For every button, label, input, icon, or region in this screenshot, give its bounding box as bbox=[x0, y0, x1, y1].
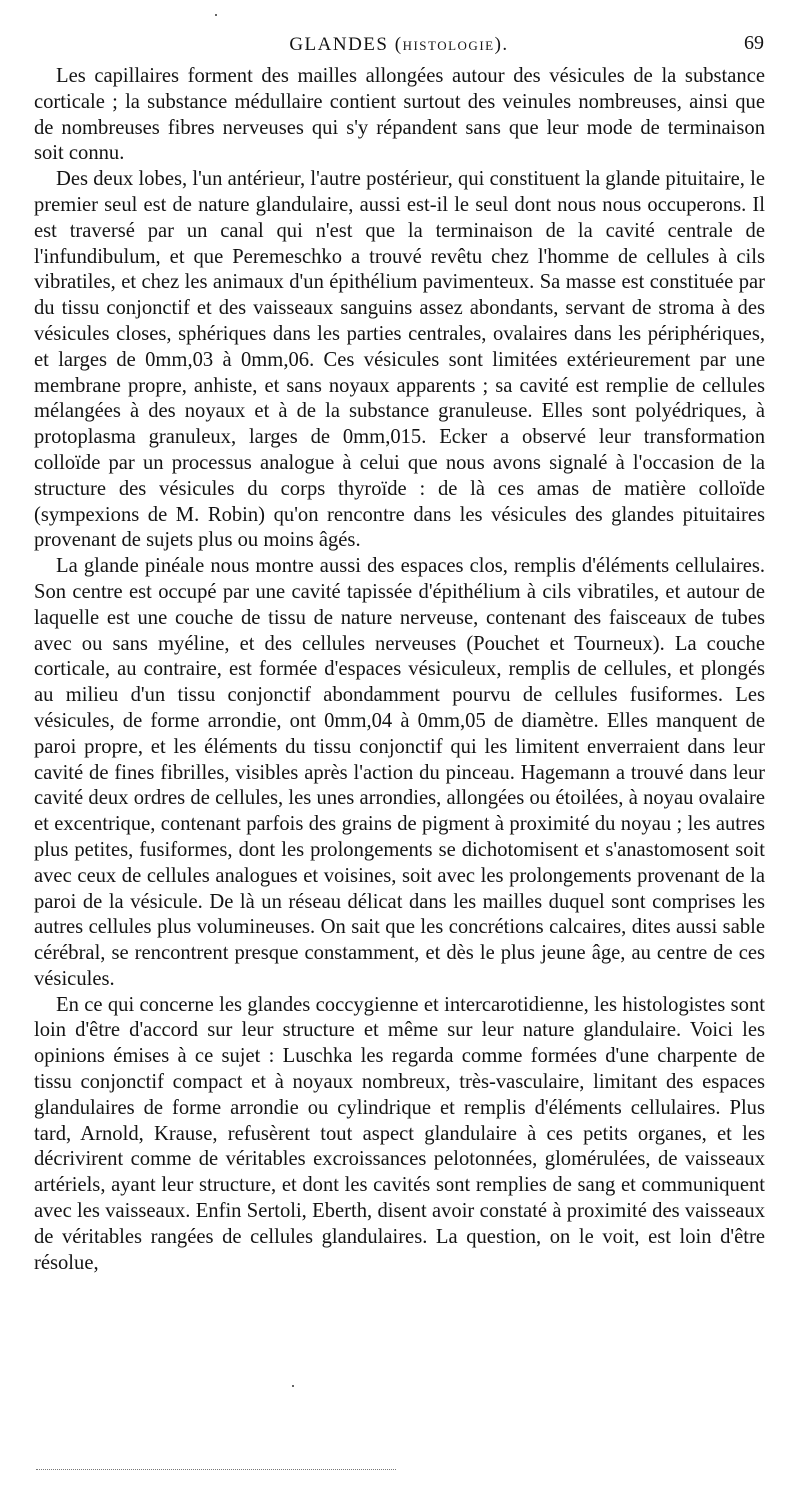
title-open: ( bbox=[388, 34, 403, 55]
print-speck bbox=[292, 1385, 294, 1387]
page-number: 69 bbox=[744, 32, 764, 54]
print-speck bbox=[215, 14, 217, 16]
title-main: GLANDES bbox=[289, 34, 389, 55]
title-close: ). bbox=[494, 34, 509, 55]
running-title bbox=[34, 34, 764, 56]
footer-dotted-rule bbox=[36, 1469, 396, 1470]
running-header bbox=[34, 30, 764, 58]
paragraph-glandes-coccygienne: En ce qui concerne les glandes coccygienne et intercarotidienne, les histologistes sont loin d'être d'accord sur leur structure et même sur leur nature glandulaire. Voici les opinions émises à ce sujet : Luschka les regarda comme formées d'une charpente de tissu conjonctif compact et à noyaux nombreux, très-vasculaire, limitant des espaces glandulaires de forme arrondie ou cylindrique et remplis d'éléments cellulaires. Plus tard, Arnold, Krause, refusèrent tout aspect glandulaire à ces petits organes, et les décrivirent comme de véritables excroissances pelotonnées, glomérulées, de vaisseaux artériels, ayant leur structure, et dont les cavités sont remplies de sang et communiquent avec les vaisseaux. Enfin Sertoli, Eberth, disent avoir constaté à proximité des vaisseaux de véritables rangées de cellules glandulaires. La question, on le voit, est loin d'être résolue, bbox=[34, 993, 765, 1274]
paragraph-capillaires: Les capillaires forment des mailles allongées autour des vésicules de la substance corticale ; la substance médullaire contient surtout des veinules nombreuses, ainsi que de nombreuses fibres nerveuses qui s'y répandent sans que leur mode de terminaison soit connu. bbox=[34, 65, 765, 165]
title-sub: HISTOLOGIE bbox=[402, 38, 495, 53]
body-text bbox=[34, 64, 765, 1276]
paragraph-glande-pituitaire: Des deux lobes, l'un antérieur, l'autre postérieur, qui constituent la glande pituitaire, le premier seul est de nature glandulaire, aussi est-il le seul dont nous nous occuperons. Il est traversé par un canal qui n'est que la terminaison de la cavité centrale de l'infundibulum, et que Peremeschko a trouvé revêtu chez l'homme de cellules à cils vibratiles, et chez les animaux d'un épithélium pavimenteux. Sa masse est constituée par du tissu conjonctif et des vaisseaux sanguins assez abondants, servant de stroma à des vésicules closes, sphériques dans les parties centrales, ovalaires dans les périphériques, et larges de 0mm,03 à 0mm,06. Ces vésicules sont limitées extérieurement par une membrane propre, anhiste, et sans noyaux apparents ; sa cavité est remplie de cellules mélangées à des noyaux et à de la substance granuleuse. Elles sont polyédriques, à protoplasma granuleux, larges de 0mm,015. Ecker a observé leur transformation colloïde par un processus analogue à celui que nous avons signalé à l'occasion de la structure des vésicules du corps thyroïde : de là ces amas de matière colloïde (sympexions de M. Robin) qu'on rencontre dans les vésicules des glandes pituitaires provenant de sujets plus ou moins âgés. bbox=[34, 168, 765, 552]
paragraph-glande-pineale: La glande pinéale nous montre aussi des espaces clos, remplis d'éléments cellulaires. Son centre est occupé par une cavité tapissée d'épithélium à cils vibratiles, et autour de laquelle est une couche de tissu de nature nerveuse, contenant des faisceaux de tubes avec ou sans myéline, et des cellules nerveuses (Pouchet et Tourneux). La couche corticale, au contraire, est formée d'espaces vésiculeux, remplis de cellules, et plongés au milieu d'un tissu conjonctif abondamment pourvu de cellules fusiformes. Les vésicules, de forme arrondie, ont 0mm,04 à 0mm,05 de diamètre. Elles manquent de paroi propre, et les éléments du tissu conjonctif qui les limitent enverraient dans leur cavité de fines fibrilles, visibles après l'action du pinceau. Hagemann a trouvé dans leur cavité deux ordres de cellules, les unes arrondies, allongées ou étoilées, à noyau ovalaire et excentrique, contenant parfois des grains de pigment à proximité du noyau ; les autres plus petites, fusiformes, dont les prolongements se dichotomisent et s'anastomosent soit avec ceux de cellules analogues et voisines, soit avec les prolongements provenant de la paroi de la vésicule. De là un réseau délicat dans les mailles duquel sont comprises les autres cellules plus volumineuses. On sait que les concrétions calcaires, dites aussi sable cérébral, se rencontrent presque constamment, et dès le plus jeune âge, au centre de ces vésicules. bbox=[34, 555, 765, 990]
